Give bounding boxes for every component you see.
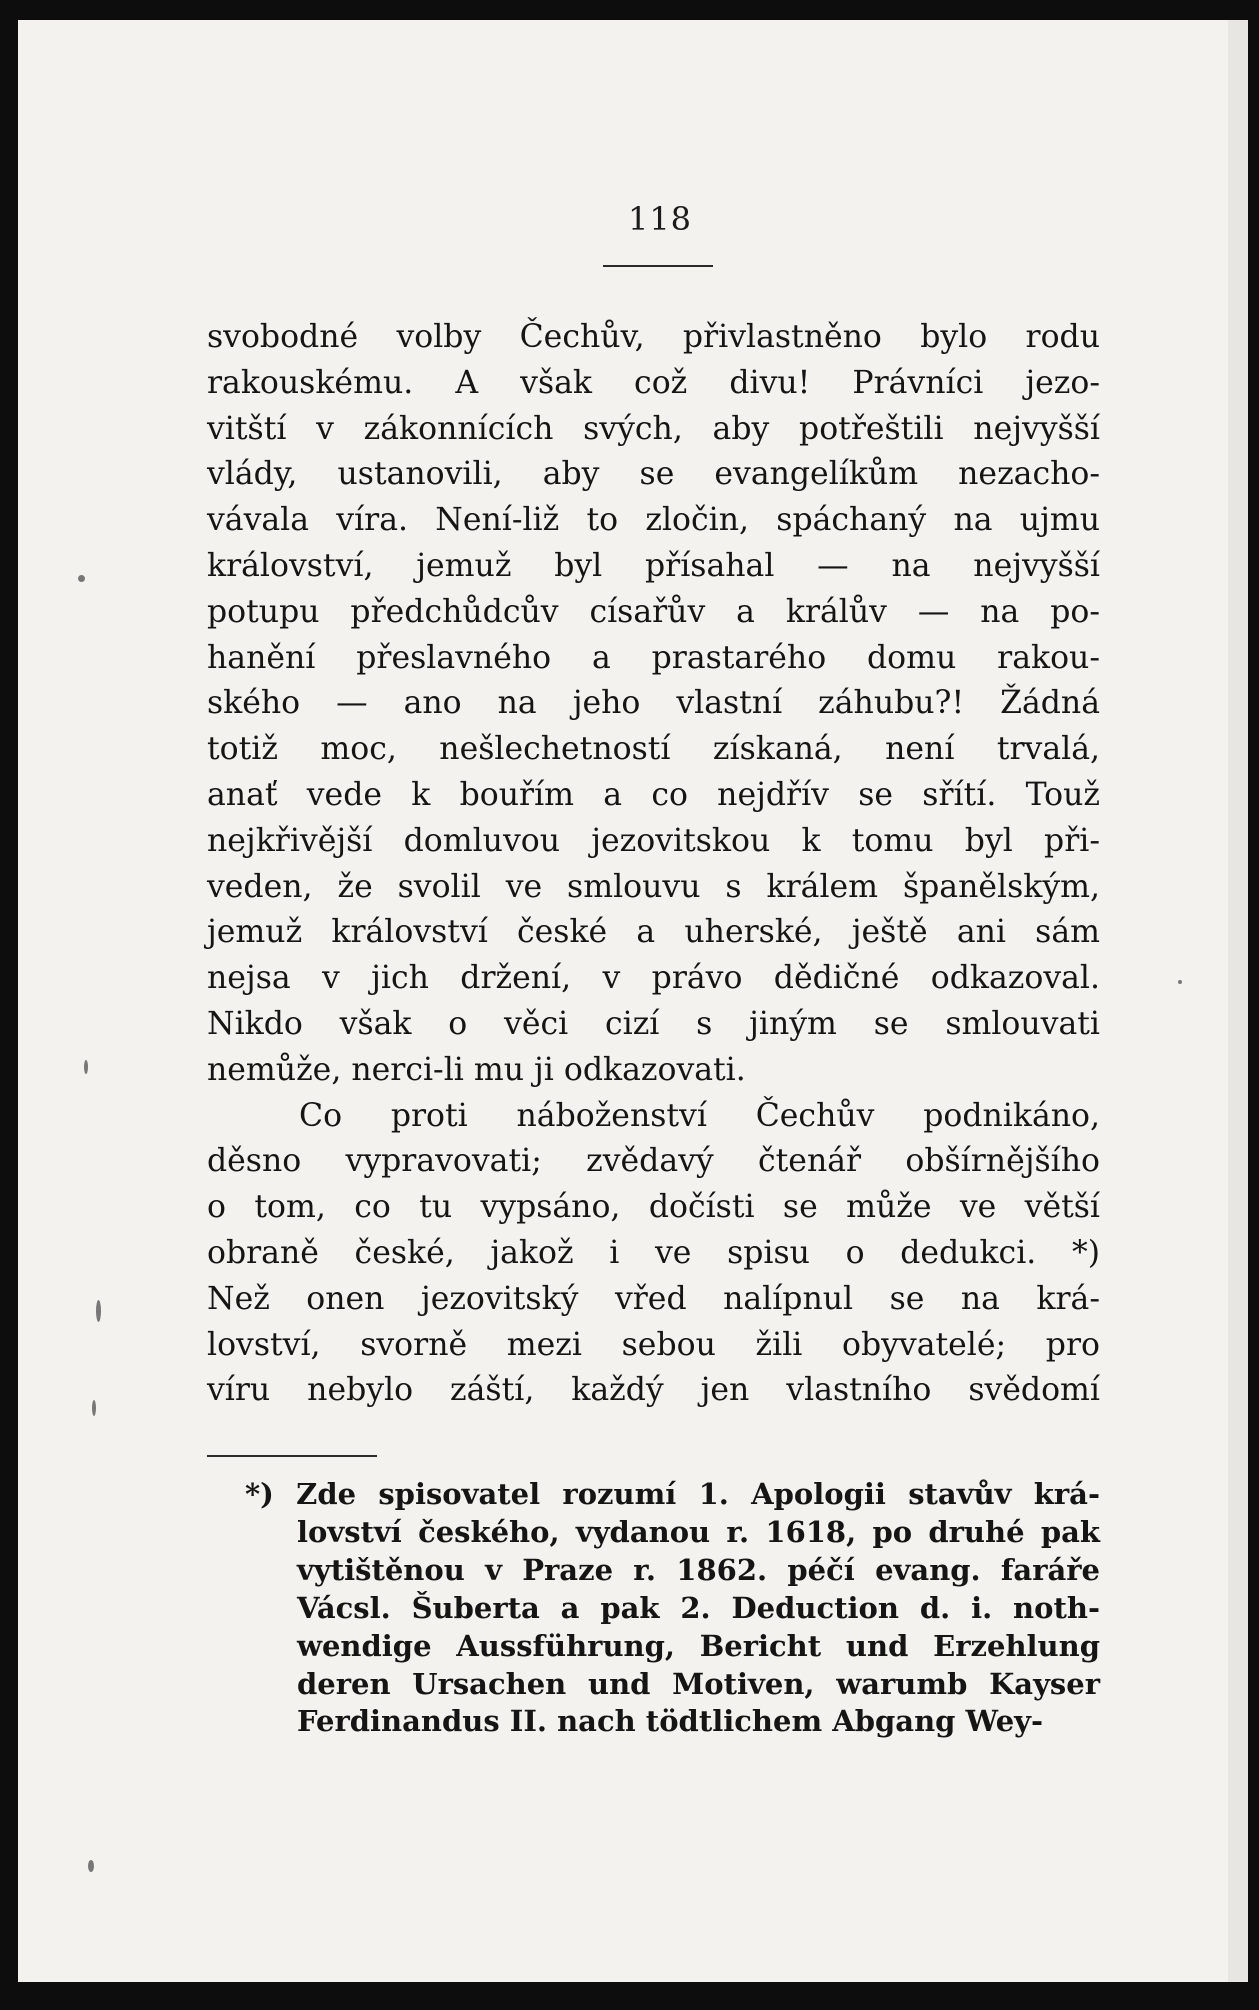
text-line: vlády, ustanovili, aby se evangelíkům nezacho- [207,456,1100,493]
scan-speck [78,575,85,582]
text-line: víru nebylo záští, každý jen vlastního svědomí [207,1372,1100,1409]
text-line: děsno vypravovati; zvědavý čtenář obšírnějšího [207,1143,1100,1180]
footnote-line: lovství českého, vydanou r. 1618, po druhé pak [297,1514,1100,1549]
text-line: království, jemuž byl přísahal — na nejvyšší [207,547,1100,584]
scan-speck [1178,980,1182,984]
footnote-line: vytištěnou v Praze r. 1862. péčí evang. faráře [297,1552,1100,1587]
text-line: nemůže, nerci-li mu ji odkazovati. [207,1051,746,1088]
text-line: obraně české, jakož i ve spisu o dedukci. *) [207,1234,1100,1271]
text-line: lovství, svorně mezi sebou žili obyvatelé; pro [207,1326,1100,1363]
scan-speck [92,1400,96,1416]
text-line: totiž moc, nešlechetností získaná, není trvalá, [207,731,1100,768]
text-line: nejkřivější domluvou jezovitskou k tomu byl při- [207,822,1100,859]
text-line: ského — ano na jeho vlastní záhubu?! Žádná [207,685,1100,722]
text-line: hanění přeslavného a prastarého domu rakou- [207,639,1100,676]
text-line: svobodné volby Čechův, přivlastněno bylo rodu [207,319,1100,355]
text-line: veden, že svolil ve smlouvu s králem španělským, [207,868,1100,905]
text-line: nejsa v jich držení, v právo dědičné odkazoval. [207,960,1100,997]
footnote [245,1476,1100,1741]
footnote-line: wendige Aussführung, Bericht und Erzehlung [297,1628,1100,1663]
footnote-line: Vácsl. Šuberta a pak 2. Deduction d. i. noth- [297,1590,1100,1625]
footnote-line: *) Zde spisovatel rozumí 1. Apologii stavův krá- [245,1477,1100,1511]
footnote-line: Ferdinandus II. nach tödtlichem Abgang Wey- [297,1704,1044,1739]
text-line: potupu předchůdcův císařův a králův — na po- [207,593,1100,630]
footnote-rule [207,1455,377,1457]
text-line: rakouskému. A však což divu! Právníci jezo- [207,364,1100,401]
page-edge [1228,20,1248,1982]
text-line: Než onen jezovitský vřed nalípnul se na krá- [207,1280,1100,1317]
text-line: o tom, co tu vypsáno, dočísti se může ve větší [207,1189,1100,1226]
text-line: Nikdo však o věci cizí s jiným se smlouvati [207,1005,1100,1042]
body-text [207,315,1100,1414]
footnote-line: deren Ursachen und Motiven, warumb Kayser [297,1666,1100,1701]
scan-speck [96,1300,101,1322]
text-line: anať vede k bouřím a co nejdřív se sřítí. Touž [207,776,1100,813]
text-line: vávala víra. Není-liž to zločin, spáchaný na ujmu [207,502,1100,539]
text-line: vitští v zákonnících svých, aby potřeštili nejvyšší [207,410,1100,447]
scan-speck [88,1860,94,1872]
scan-speck [84,1060,88,1074]
page-number: 118 [627,200,693,238]
text-line: Co proti náboženství Čechův podnikáno, [299,1097,1100,1134]
page-number-rule [603,265,713,267]
text-line: jemuž království české a uherské, ještě ani sám [207,914,1100,951]
